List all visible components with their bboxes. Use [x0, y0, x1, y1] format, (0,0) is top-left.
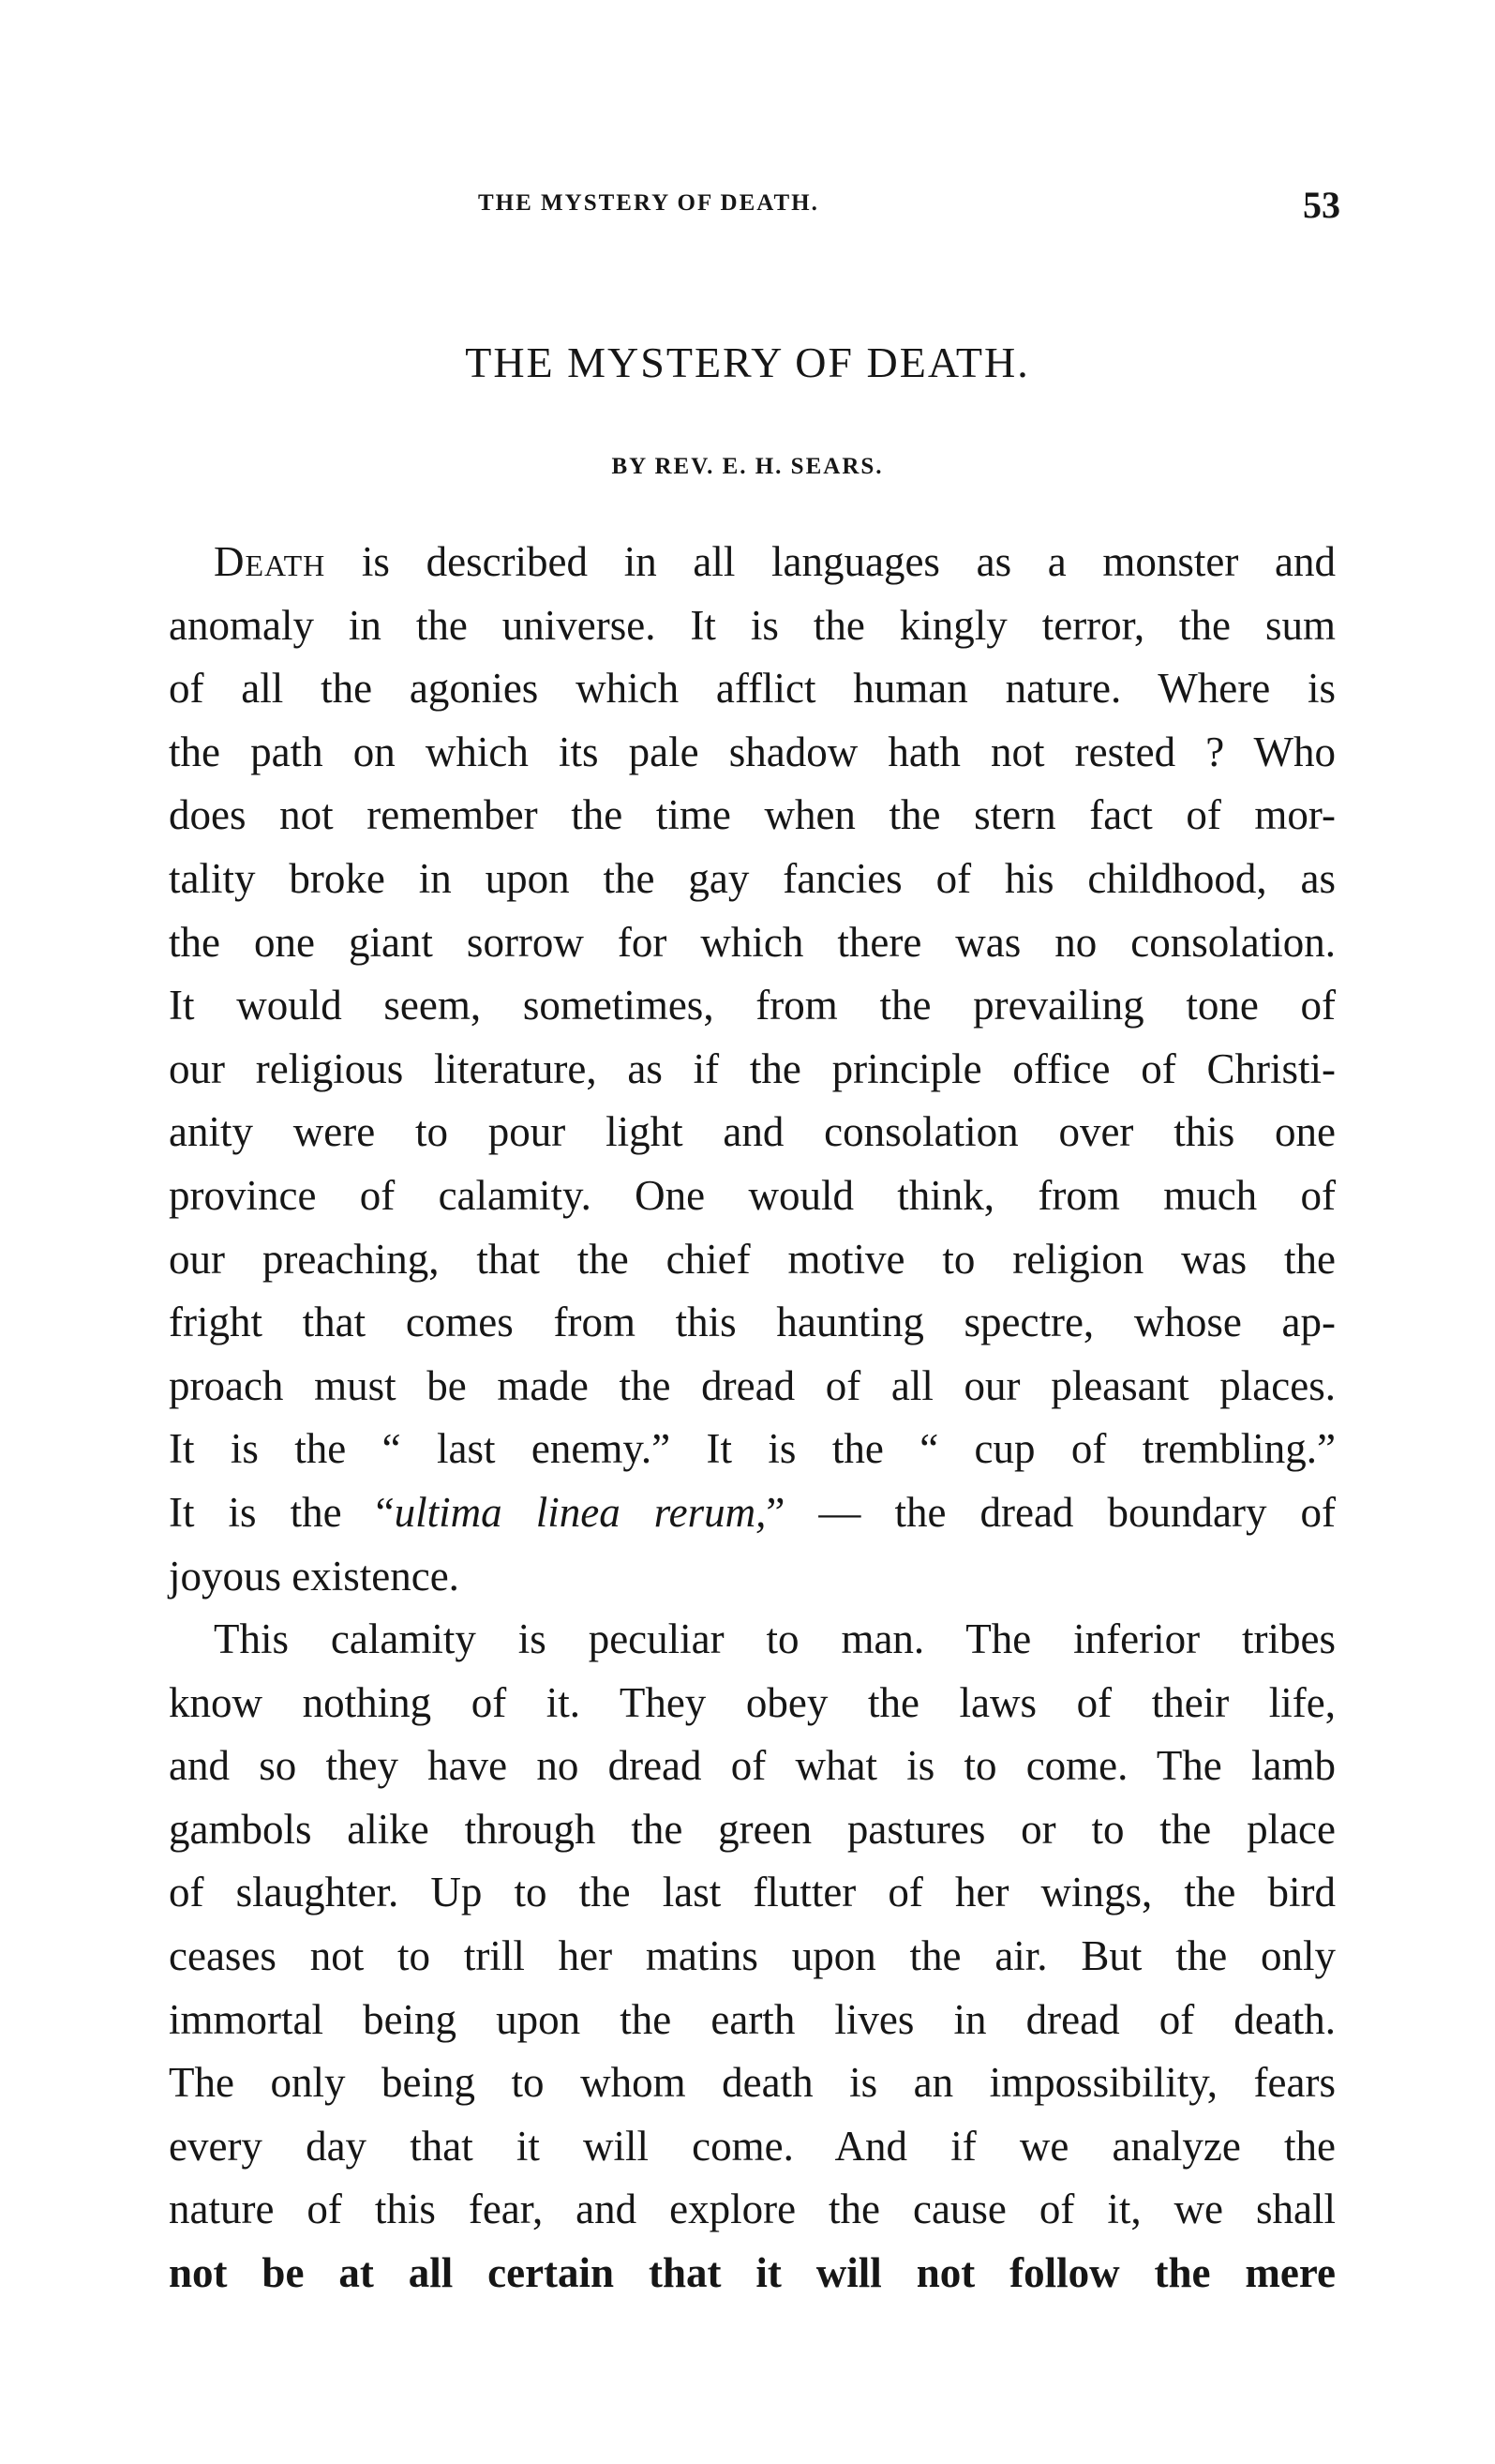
paragraph-1-line: our religious literature, as if the principle office of Christi- — [169, 1044, 1336, 1092]
paragraph-2-line: and so they have no dread of what is to come. The lamb — [169, 1742, 1336, 1790]
running-title: THE MYSTERY OF DEATH. — [478, 190, 819, 216]
chapter-title: THE MYSTERY OF DEATH. — [465, 338, 1030, 386]
paragraph-1-line: our preaching, that the chief motive to religion was the — [169, 1235, 1336, 1283]
latin-line-end: ” — the dread boundary of — [766, 1488, 1337, 1536]
paragraph-1-line: It would seem, sometimes, from the prevailing tone of — [169, 982, 1336, 1029]
paragraph-1-line: does not remember the time when the stern fact of mor- — [169, 791, 1336, 839]
byline: BY REV. E. H. SEARS. — [611, 454, 884, 479]
paragraph-1-line: It is the “ last enemy.” It is the “ cup of trembling.” — [169, 1425, 1336, 1473]
paragraph-1-latin-line — [169, 1481, 1336, 1545]
paragraph-2-line: The only being to whom death is an impossibility, fears — [169, 2059, 1336, 2107]
paragraph-1-line: fright that comes from this haunting spectre, whose ap- — [169, 1299, 1336, 1346]
paragraph-1-line: province of calamity. One would think, from much of — [169, 1171, 1336, 1219]
paragraph-1-line: tality broke in upon the gay fancies of his childhood, as — [169, 854, 1336, 902]
paragraph-1-line: the path on which its pale shadow hath not rested ? Who — [169, 728, 1336, 775]
paragraph-2-line: know nothing of it. They obey the laws of their life, — [169, 1678, 1336, 1726]
latin-line-start: It is the “ — [169, 1488, 395, 1536]
drop-word: Death — [214, 538, 326, 585]
paragraph-1-line: anomaly in the universe. It is the kingly terror, the sum — [169, 601, 1336, 649]
paragraph-1-line-1 — [169, 531, 1336, 594]
paragraph-1-line: proach must be made the dread of all our pleasant places. — [169, 1361, 1336, 1409]
body-text — [169, 531, 1336, 2306]
paragraph-2-line: ceases not to trill her matins upon the air. But the only — [169, 1932, 1336, 1980]
paragraph-2-line: not be at all certain that it will not follow the mere — [169, 2249, 1336, 2297]
paragraph-2-line: of slaughter. Up to the last flutter of her wings, the bird — [169, 1869, 1336, 1916]
paragraph-2-line: every day that it will come. And if we analyze the — [169, 2122, 1336, 2170]
paragraph-2-line: nature of this fear, and explore the cause of it, we shall — [169, 2186, 1336, 2233]
page-number: 53 — [1303, 184, 1340, 226]
paragraph-2-line: This calamity is peculiar to man. The inferior tribes — [214, 1615, 1336, 1663]
paragraph-1-line: of all the agonies which afflict human nature. Where is — [169, 665, 1336, 713]
paragraph-1-line: the one giant sorrow for which there was no consolation. — [169, 918, 1336, 966]
paragraph-1-last-line: joyous existence. — [169, 1552, 459, 1600]
first-line-rest: is described in all languages as a monster and — [325, 538, 1336, 585]
paragraph-2-line: gambols alike through the green pastures or to the place — [169, 1805, 1336, 1853]
paragraph-2-line: immortal being upon the earth lives in dread of death. — [169, 1995, 1336, 2043]
running-head — [0, 184, 1495, 237]
paragraph-1-line: anity were to pour light and consolation over this one — [169, 1108, 1336, 1156]
latin-phrase: ultima linea rerum, — [394, 1488, 767, 1536]
